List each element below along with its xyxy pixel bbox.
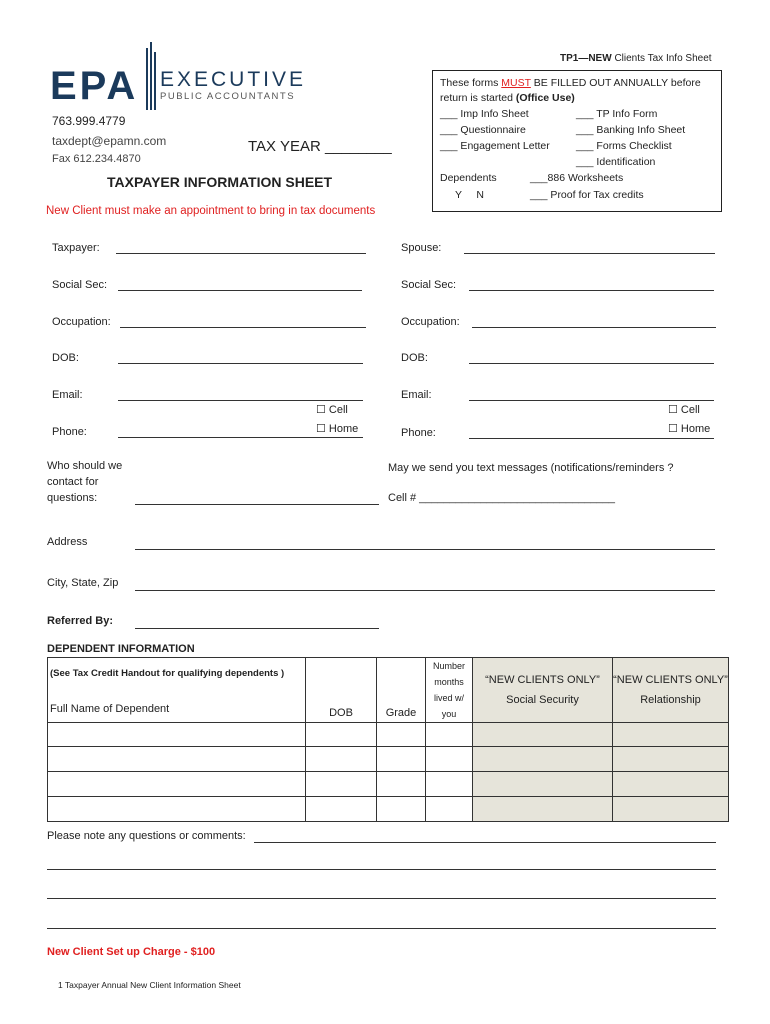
logo-epa-text: EPA (50, 64, 139, 108)
dep-name-cell[interactable] (48, 723, 306, 747)
spouse-occupation-label: Occupation: (401, 316, 460, 328)
spouse-occupation-field[interactable] (472, 327, 716, 328)
comments-label: Please note any questions or comments: (47, 830, 246, 842)
setup-charge: New Client Set up Charge - $100 (47, 946, 216, 958)
spouse-phone-label: Phone: (401, 427, 436, 439)
comments-line[interactable] (47, 928, 716, 929)
taxpayer-ssn-label: Social Sec: (52, 279, 108, 291)
taxpayer-phone-label: Phone: (52, 426, 87, 438)
referred-label: Referred By: (47, 615, 114, 627)
dep-relationship-cell[interactable] (613, 723, 729, 747)
spouse-ssn-field[interactable] (469, 290, 714, 291)
table-row (48, 797, 729, 822)
dep-relationship-header: “NEW CLIENTS ONLY” Relationship (613, 658, 729, 723)
dep-dob-header: DOB (306, 658, 377, 723)
taxpayer-dob-label: DOB: (52, 352, 79, 364)
contact-question-line2: contact for (47, 476, 99, 488)
dep-header-name (48, 658, 306, 723)
office-dependents-yn[interactable]: Y N (455, 189, 484, 201)
office-item-tp-info[interactable]: ___ TP Info Form (576, 108, 658, 120)
dep-note: (See Tax Credit Handout for qualifying dependents ) (50, 668, 285, 679)
cell-number-field[interactable]: Cell # ________________________________ (388, 492, 615, 504)
spouse-dob-field[interactable] (469, 363, 714, 364)
company-email: taxdept@epamn.com (52, 134, 167, 148)
taxpayer-field[interactable] (116, 253, 366, 254)
spouse-label: Spouse: (401, 242, 442, 254)
taxpayer-home-checkbox[interactable]: ☐ Home (316, 423, 359, 435)
taxpayer-email-label: Email: (52, 389, 83, 401)
logo-stripe (146, 48, 148, 110)
taxpayer-ssn-field[interactable] (118, 290, 362, 291)
office-item-886[interactable]: ___886 Worksheets (530, 172, 624, 184)
dep-name-cell[interactable] (48, 747, 306, 772)
office-dependents-label: Dependents (440, 172, 497, 184)
taxpayer-cell-checkbox[interactable]: ☐ Cell (316, 404, 348, 416)
office-item-engagement[interactable]: ___ Engagement Letter (440, 140, 550, 152)
office-box-line1: These forms MUST BE FILLED OUT ANNUALLY before (440, 77, 701, 89)
dep-ssn-header: “NEW CLIENTS ONLY” Social Security (473, 658, 613, 723)
dep-dob-cell[interactable] (306, 772, 377, 797)
office-item-questionnaire[interactable]: ___ Questionnaire (440, 124, 526, 136)
logo-public-text: PUBLIC ACCOUNTANTS (160, 91, 296, 102)
dep-ssn-cell[interactable] (473, 723, 613, 747)
dep-grade-header: Grade (377, 658, 426, 723)
dep-ssn-cell[interactable] (473, 797, 613, 822)
contact-question-line1: Who should we (47, 460, 123, 472)
dep-name-cell[interactable] (48, 772, 306, 797)
dep-months-header: Number months lived w/ you (426, 658, 473, 723)
dep-dob-cell[interactable] (306, 723, 377, 747)
dependent-heading: DEPENDENT INFORMATION (47, 643, 195, 655)
spouse-email-label: Email: (401, 389, 432, 401)
address-label: Address (47, 536, 88, 548)
new-client-note: New Client must make an appointment to bring in tax documents (46, 205, 376, 217)
taxpayer-dob-field[interactable] (118, 363, 363, 364)
office-item-proof[interactable]: ___ Proof for Tax credits (530, 189, 644, 201)
office-item-imp-info[interactable]: ___ Imp Info Sheet (440, 108, 529, 120)
spouse-dob-label: DOB: (401, 352, 428, 364)
dep-full-name-header: Full Name of Dependent (50, 703, 170, 715)
city-label: City, State, Zip (47, 577, 119, 589)
office-use-box (432, 70, 722, 212)
dep-months-cell[interactable] (426, 772, 473, 797)
dep-grade-cell[interactable] (377, 772, 426, 797)
company-phone: 763.999.4779 (52, 114, 126, 128)
dependent-table (47, 657, 729, 822)
office-item-forms-checklist[interactable]: ___ Forms Checklist (576, 140, 672, 152)
taxpayer-email-field[interactable] (118, 400, 363, 401)
logo-stripe (154, 52, 156, 110)
tax-year-field[interactable]: TAX YEAR ________ (248, 138, 392, 155)
text-message-question: May we send you text messages (notifications/reminders ? (388, 462, 674, 474)
table-row (48, 772, 729, 797)
dep-grade-cell[interactable] (377, 747, 426, 772)
logo-executive-text: EXECUTIVE (160, 68, 307, 91)
spouse-field[interactable] (464, 253, 715, 254)
company-fax: Fax 612.234.4870 (52, 153, 141, 165)
taxpayer-phone-field[interactable] (118, 437, 363, 438)
dep-ssn-cell[interactable] (473, 747, 613, 772)
form-code-label: TP1—NEW Clients Tax Info Sheet (560, 53, 712, 64)
page-footer: 1 Taxpayer Annual New Client Information Sheet (58, 980, 241, 990)
contact-question-line3: questions: (47, 492, 98, 504)
comments-line[interactable] (47, 898, 716, 899)
dep-dob-cell[interactable] (306, 747, 377, 772)
dep-months-cell[interactable] (426, 723, 473, 747)
address-field[interactable] (135, 549, 715, 550)
table-row (48, 747, 729, 772)
spouse-ssn-label: Social Sec: (401, 279, 457, 291)
dep-name-cell[interactable] (48, 797, 306, 822)
page-title: TAXPAYER INFORMATION SHEET (107, 174, 333, 190)
office-item-banking[interactable]: ___ Banking Info Sheet (576, 124, 686, 136)
dep-dob-cell[interactable] (306, 797, 377, 822)
dep-relationship-cell[interactable] (613, 772, 729, 797)
spouse-home-checkbox[interactable]: ☐ Home (668, 423, 711, 435)
table-row (48, 723, 729, 747)
office-box-line2: return is started (Office Use) (440, 92, 575, 104)
contact-person-field[interactable] (135, 504, 379, 505)
comments-line[interactable] (254, 842, 716, 843)
dep-months-cell[interactable] (426, 797, 473, 822)
dep-relationship-cell[interactable] (613, 747, 729, 772)
referred-field[interactable] (135, 628, 379, 629)
taxpayer-occupation-label: Occupation: (52, 316, 111, 328)
dep-ssn-cell[interactable] (473, 772, 613, 797)
logo-stripe (150, 42, 152, 110)
spouse-cell-checkbox[interactable]: ☐ Cell (668, 404, 700, 416)
comments-line[interactable] (47, 869, 716, 870)
dep-grade-cell[interactable] (377, 723, 426, 747)
spouse-phone-field[interactable] (469, 438, 714, 439)
taxpayer-occupation-field[interactable] (120, 327, 366, 328)
spouse-email-field[interactable] (469, 400, 714, 401)
dep-relationship-cell[interactable] (613, 797, 729, 822)
dep-grade-cell[interactable] (377, 797, 426, 822)
office-item-identification[interactable]: ___ Identification (576, 156, 656, 168)
dep-months-cell[interactable] (426, 747, 473, 772)
city-field[interactable] (135, 590, 715, 591)
taxpayer-label: Taxpayer: (52, 242, 100, 254)
